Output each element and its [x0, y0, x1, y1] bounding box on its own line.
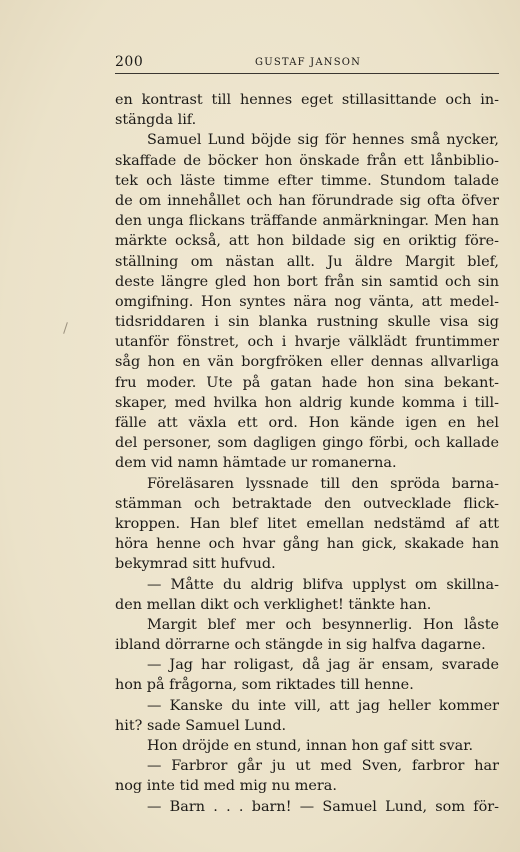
text-line: utanför fönstret, och i hvarje välklädt fruntimmer	[115, 334, 499, 351]
text-line: skaffade de böcker hon önskade från ett lånbiblio-	[115, 152, 499, 169]
text-line: de om innehållet och han förundrade sig ofta öfver	[115, 192, 499, 209]
margin-pencil-mark	[63, 322, 68, 334]
text-line: höra henne och hvar gång han gick, skakade han	[115, 536, 499, 553]
text-line: märkte också, att hon bildade sig en oriktig före-	[115, 233, 499, 250]
text-line: — Kanske du inte vill, att jag heller kommer	[147, 697, 499, 714]
text-line: — Jag har roligast, då jag är ensam, svarade	[147, 657, 499, 674]
text-line: — Måtte du aldrig blifva upplyst om skillna-	[147, 576, 499, 593]
text-line: nog inte tid med mig nu mera.	[115, 778, 337, 795]
text-line: Margit blef mer och besynnerlig. Hon låste	[147, 616, 499, 633]
text-line: den mellan dikt och verklighet! tänkte han.	[115, 596, 432, 613]
text-line: del personer, som dagligen gingo förbi, och kallade	[115, 435, 499, 452]
text-line: bekymrad sitt hufvud.	[115, 556, 276, 573]
header-rule	[115, 73, 499, 74]
running-head: GUSTAF JANSON	[255, 57, 362, 68]
text-line: stängda lif.	[115, 112, 197, 129]
text-line: hit? sade Samuel Lund.	[115, 717, 287, 734]
page-header	[115, 54, 499, 72]
text-line: såg hon en vän borgfröken eller dennas allvarliga	[115, 354, 499, 371]
text-line: ibland dörrarne och stängde in sig halfva dagarne.	[115, 637, 486, 654]
text-line: Samuel Lund böjde sig för hennes små nycker,	[147, 132, 499, 149]
text-line: ställning om nästan allt. Ju äldre Margit blef,	[115, 253, 499, 270]
text-line: kroppen. Han blef litet emellan nedstämd af att	[115, 515, 499, 532]
text-line: hon på frågorna, som riktades till henne.	[115, 677, 414, 694]
text-line: den unga flickans träffande anmärkningar. Men han	[115, 213, 499, 230]
text-line: omgifning. Hon syntes nära nog vänta, att medel-	[115, 293, 499, 310]
text-line: stämman och betraktade den outvecklade flick-	[115, 495, 499, 512]
text-line: fälle att växla ett ord. Hon kände igen en hel	[115, 415, 499, 431]
text-line: Hon dröjde en stund, innan hon gaf sitt svar.	[147, 738, 474, 754]
text-line: deste längre gled hon bort från sin samtid och sin	[115, 273, 499, 290]
text-line: skaper, med hvilka hon aldrig kunde komma i till-	[115, 394, 499, 411]
text-line: — Farbror går ju ut med Sven, farbror har	[147, 758, 499, 775]
text-line: — Barn . . . barn! — Samuel Lund, som för-	[147, 798, 499, 815]
text-line: fru moder. Ute på gatan hade hon sina bekant-	[115, 374, 499, 391]
text-line: dem vid namn hämtade ur romanerna.	[115, 455, 397, 472]
text-line: tek och läste timme efter timme. Stundom talade	[115, 172, 499, 189]
text-line: en kontrast till hennes eget stillasittande och in-	[115, 92, 499, 108]
body-text	[115, 90, 499, 817]
page-number: 200	[115, 54, 144, 70]
text-line: Föreläsaren lyssnade till den spröda barna-	[147, 475, 499, 492]
text-line: tidsriddaren i sin blanka rustning skulle visa sig	[115, 314, 499, 331]
